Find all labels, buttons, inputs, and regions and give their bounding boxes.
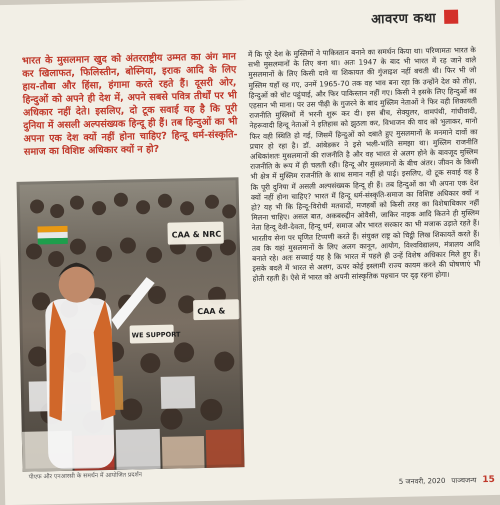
magazine-brand: पाञ्चजन्य — [451, 475, 477, 485]
section-title: आवरण कथा — [371, 11, 437, 28]
page-number: 15 — [482, 474, 495, 486]
placard-caa: CAA & — [197, 306, 226, 317]
crowd-illustration — [17, 177, 245, 472]
issue-date: 5 जनवरी, 2020 — [398, 476, 446, 486]
photo-caption: पीएफ और एनआरसी के समर्थन में आयोजित प्रदर्शन — [28, 471, 143, 481]
article-column-right: में कि पूरे देश के मुस्लिमों ने पाकिस्तान बनाने का समर्थन किया था। परिणामतः भारत के सभी मुसलमानों के लिए बना था। अतः 1947 के बाद भी भारत में रह जाने वाले मुसलमानों के लिए किसी दावे या शिकायत की गुंजाइश नहीं बचती थी। फिर भी जो मुस्लिम यहाँ रह गए, उनमें 1965-70 तक वह भाव बना रहा कि उन्होंने देश को तोड़ा, हिन्दुओं को चोट पहुंचाई, और फिर पाकिस्तान नहीं गए। किसी ने इसके लिए हिन्दुओं का एहसान भी माना। पर उस पीढ़ी के गुजरने के बाद मुस्लिम नेताओं ने फिर वही शिकायती राजनीति मुस्लिमों में भरनी शुरू कर दी। इस बीच, सेक्युलर, वामपंथी, गांधीवादी, नेहरूवादी हिन्दू नेताओं ने इतिहास को झुठला कर, विभाजन की याद को भुलाकर, मानो फिर वही स्थिति हो गई, जिसमें हिन्दुओं को दबाते हुए मुसलमानों के मनमाने दावों का प्रचार हो रहा है। डॉ. आंबेडकर ने इसे भली-भांति समझा था। मुस्लिम राजनीति अधिकांशतः मुसलमानों की राजनीति है और वह भारत से अलग होने के बावजूद मुस्लिम राजनीति के रूप में ही चलती रही। हिन्दू और मुसलमानों के बीच अंतर। जीवन के किसी भी क्षेत्र में मुस्लिम राजनीति के साथ समान नहीं हो पाई। इसलिए, दो टूक सवाई यह है कि पूरी दुनिया में असली अल्पसंख्यक हिन्दू ही हैं। तब हिन्दुओं का भी अपना एक देश क्यों नहीं होना चाहिए? भारत में हिन्दू धर्म-संस्कृति-समाज का विशिष्ट अधिकार क्यों न हो? यह भी कि हिन्दू-विरोधी मतवादों, मजहबों को किसी तरह का विशेषाधिकार नहीं मिलना चाहिए। असल बात, अकबरुद्दीन ओवैसी, जाकिर नाइक आदि कितने ही मुस्लिम नेता हिन्दू देवी-देवता, हिन्दू धर्म, समाज और भारत सरकार का भी मजाक उड़ाते रहते हैं। भारतीय सेना पर घृणित टिप्पणी करते हैं। संयुक्त राष्ट्र को चिट्ठी लिख शिकायतें करते हैं। तब कि यहां मुसलमानों के लिए अलग कानून, आयोग, विश्वविद्यालय, मंत्रालय आदि बनाते रहे। अतः सच्चाई यह है कि भारत में पहले ही उन्हें विशेष अधिकार मिले हुए हैं। इसके बदले में भारत से अलग, ऊपर कोई इस्लामी राज्य कायम करने की घोषणाएं भी होती रहती हैं। ऐसे में भारत को अपनी सांस्कृतिक पहचान पर दृढ़ रहना होगा। — [247, 45, 481, 284]
page-footer — [345, 473, 495, 490]
section-header — [371, 5, 487, 29]
placard-we-support: WE SUPPORT — [131, 330, 181, 340]
pull-quote: भारत के मुसलमान खुद को अंतरराष्ट्रीय उम्मत का अंग मान कर खिलाफत, फिलिस्तीन, बोस्निया, इराक आदि के लिए हाय-तौबा और हिंसा, हंगामा करते रहते हैं। दूसरी ओर, हिन्दुओं को अपने ही देश में, अपने सबसे पवित्र तीर्थों पर भी अधिकार नहीं देते। इसलिए, दो टूक सवाई यह है कि पूरी दुनिया में असली अल्पसंख्यक हिन्दू ही हैं। तब हिन्दुओं का भी अपना एक देश क्यों नहीं होना चाहिए? हिन्दू धर्म-संस्कृति-समाज का विशिष्ट अधिकार क्यों न हो? — [22, 50, 238, 172]
red-square-icon — [444, 10, 458, 24]
protest-photo — [17, 177, 245, 472]
placard-caa-nrc: CAA & NRC — [171, 229, 222, 240]
